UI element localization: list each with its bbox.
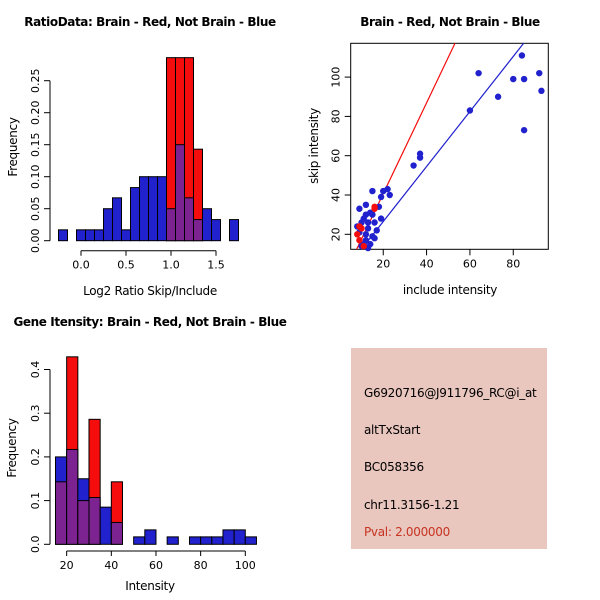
y-tick-label: 0.1 bbox=[29, 491, 42, 510]
panel-ratio-histogram bbox=[0, 0, 300, 300]
histogram-bar bbox=[212, 220, 221, 241]
scatter-point-blue bbox=[369, 211, 375, 217]
scatter-point-red bbox=[371, 206, 377, 212]
histogram-bar bbox=[212, 537, 223, 544]
histogram-bar bbox=[100, 507, 111, 544]
pval-text: Pval: 2.000000 bbox=[364, 525, 450, 539]
histogram-bar-overlap bbox=[185, 198, 194, 241]
scatter-point-blue bbox=[410, 162, 416, 168]
y-tick-label: 100 bbox=[329, 66, 343, 88]
ratio-hist-xlabel: Log2 Ratio Skip/Include bbox=[83, 284, 217, 298]
scatter-point-blue bbox=[387, 192, 393, 198]
x-tick-label: 20 bbox=[376, 257, 391, 271]
ratio-hist-ylabel: Frequency bbox=[6, 117, 20, 177]
scatter-point-blue bbox=[467, 107, 473, 113]
brain-fit-line bbox=[357, 43, 455, 249]
gene-hist-ylabel: Frequency bbox=[5, 418, 19, 478]
scatter-point-blue bbox=[371, 235, 377, 241]
histogram-bar bbox=[140, 177, 149, 241]
x-tick-label: 1.0 bbox=[162, 258, 180, 272]
scatter-point-red bbox=[358, 225, 364, 231]
probe-id-text: G6920716@J911796_RC@i_at bbox=[364, 386, 537, 400]
event-type-text: altTxStart bbox=[364, 423, 421, 437]
panel-intensity-scatter bbox=[300, 0, 600, 300]
y-tick-label: 20 bbox=[329, 227, 343, 242]
y-tick-label: 0.00 bbox=[29, 228, 42, 253]
x-tick-label: 40 bbox=[419, 257, 434, 271]
scatter-title: Brain - Red, Not Brain - Blue bbox=[360, 15, 540, 29]
histogram-bar bbox=[86, 230, 95, 241]
histogram-bar bbox=[131, 188, 140, 241]
ratio-histogram-svg bbox=[0, 0, 300, 300]
scatter-point-blue bbox=[384, 186, 390, 192]
histogram-bar bbox=[234, 530, 245, 544]
scatter-point-blue bbox=[371, 219, 377, 225]
x-tick-label: 20 bbox=[59, 559, 74, 572]
scatter-point-blue bbox=[475, 70, 481, 76]
scatter-point-blue bbox=[356, 206, 362, 212]
scatter-point-red bbox=[356, 237, 362, 243]
histogram-bar bbox=[122, 230, 131, 241]
x-tick-label: 80 bbox=[506, 257, 521, 271]
scatter-point-blue bbox=[365, 219, 371, 225]
scatter-point-blue bbox=[363, 231, 369, 237]
histogram-bar bbox=[145, 530, 156, 544]
x-tick-label: 60 bbox=[148, 559, 163, 572]
scatter-point-blue bbox=[369, 188, 375, 194]
histogram-bar bbox=[104, 209, 113, 241]
histogram-bar bbox=[245, 537, 256, 544]
scatter-point-blue bbox=[363, 202, 369, 208]
scatter-point-blue bbox=[378, 215, 384, 221]
y-tick-label: 0.25 bbox=[29, 68, 42, 93]
histogram-bar-overlap bbox=[176, 145, 185, 241]
x-tick-label: 1.5 bbox=[207, 258, 225, 272]
y-tick-label: 0.10 bbox=[29, 164, 42, 189]
scatter-point-blue bbox=[519, 52, 525, 58]
histogram-bar bbox=[59, 230, 68, 241]
histogram-bar-overlap bbox=[194, 220, 203, 241]
histogram-bar-overlap bbox=[78, 501, 89, 545]
scatter-point-blue bbox=[365, 225, 371, 231]
histogram-bar bbox=[149, 177, 158, 241]
scatter-point-red bbox=[361, 243, 367, 249]
histogram-bar-overlap bbox=[55, 482, 66, 544]
histogram-bar-overlap bbox=[111, 522, 122, 544]
histogram-bar bbox=[203, 209, 212, 241]
histogram-bar bbox=[77, 230, 86, 241]
histogram-bar bbox=[158, 177, 167, 241]
panel-info bbox=[300, 300, 600, 600]
x-tick-label: 0.5 bbox=[117, 258, 135, 272]
gene-hist-title: Gene Itensity: Brain - Red, Not Brain - Blue bbox=[13, 315, 287, 329]
histogram-bar-overlap bbox=[67, 449, 78, 544]
locus-text: chr11.3156-1.21 bbox=[364, 498, 460, 512]
histogram-bar bbox=[189, 537, 200, 544]
scatter-point-red bbox=[354, 231, 360, 237]
scatter-point-blue bbox=[521, 127, 527, 133]
accession-text: BC058356 bbox=[364, 460, 424, 474]
histogram-bar bbox=[113, 198, 122, 241]
scatter-ylabel: skip intensity bbox=[307, 108, 321, 184]
scatter-point-blue bbox=[374, 227, 380, 233]
gene-hist-xlabel: Intensity bbox=[125, 579, 175, 593]
scatter-point-blue bbox=[495, 94, 501, 100]
info-box bbox=[351, 348, 547, 549]
histogram-bar bbox=[223, 530, 234, 544]
gene-histogram-svg bbox=[0, 300, 300, 600]
y-tick-label: 40 bbox=[329, 188, 343, 202]
x-tick-label: 60 bbox=[462, 257, 477, 271]
histogram-bar-overlap bbox=[167, 209, 176, 241]
y-tick-label: 0.3 bbox=[29, 404, 42, 422]
scatter-point-blue bbox=[536, 70, 542, 76]
histogram-bar bbox=[201, 537, 212, 544]
y-tick-label: 60 bbox=[329, 148, 343, 163]
histogram-bar-overlap bbox=[89, 498, 100, 545]
x-tick-label: 100 bbox=[234, 559, 256, 572]
notbrain-fit-line bbox=[361, 43, 523, 249]
panel-gene-intensity-histogram bbox=[0, 300, 300, 600]
scatter-point-blue bbox=[521, 76, 527, 82]
x-tick-label: 40 bbox=[104, 559, 119, 572]
y-tick-label: 0.20 bbox=[29, 100, 42, 125]
y-tick-label: 80 bbox=[329, 109, 343, 124]
y-tick-label: 0.05 bbox=[29, 196, 42, 221]
scatter-point-blue bbox=[417, 154, 423, 160]
scatter-svg bbox=[300, 0, 600, 300]
x-tick-label: 80 bbox=[193, 559, 208, 572]
histogram-bar bbox=[134, 537, 145, 544]
scatter-point-blue bbox=[538, 88, 544, 94]
y-tick-label: 0.2 bbox=[29, 448, 42, 466]
y-tick-label: 0.4 bbox=[29, 360, 42, 379]
scatter-xlabel: include intensity bbox=[402, 283, 498, 297]
scatter-point-blue bbox=[510, 76, 516, 82]
y-tick-label: 0.15 bbox=[29, 132, 42, 157]
histogram-bar bbox=[95, 230, 104, 241]
histogram-bar bbox=[230, 220, 239, 241]
x-tick-label: 0.0 bbox=[72, 258, 90, 272]
scatter-point-blue bbox=[378, 194, 384, 200]
ratio-hist-title: RatioData: Brain - Red, Not Brain - Blue bbox=[24, 15, 276, 29]
histogram-bar bbox=[167, 537, 178, 544]
y-tick-label: 0.0 bbox=[29, 535, 42, 554]
